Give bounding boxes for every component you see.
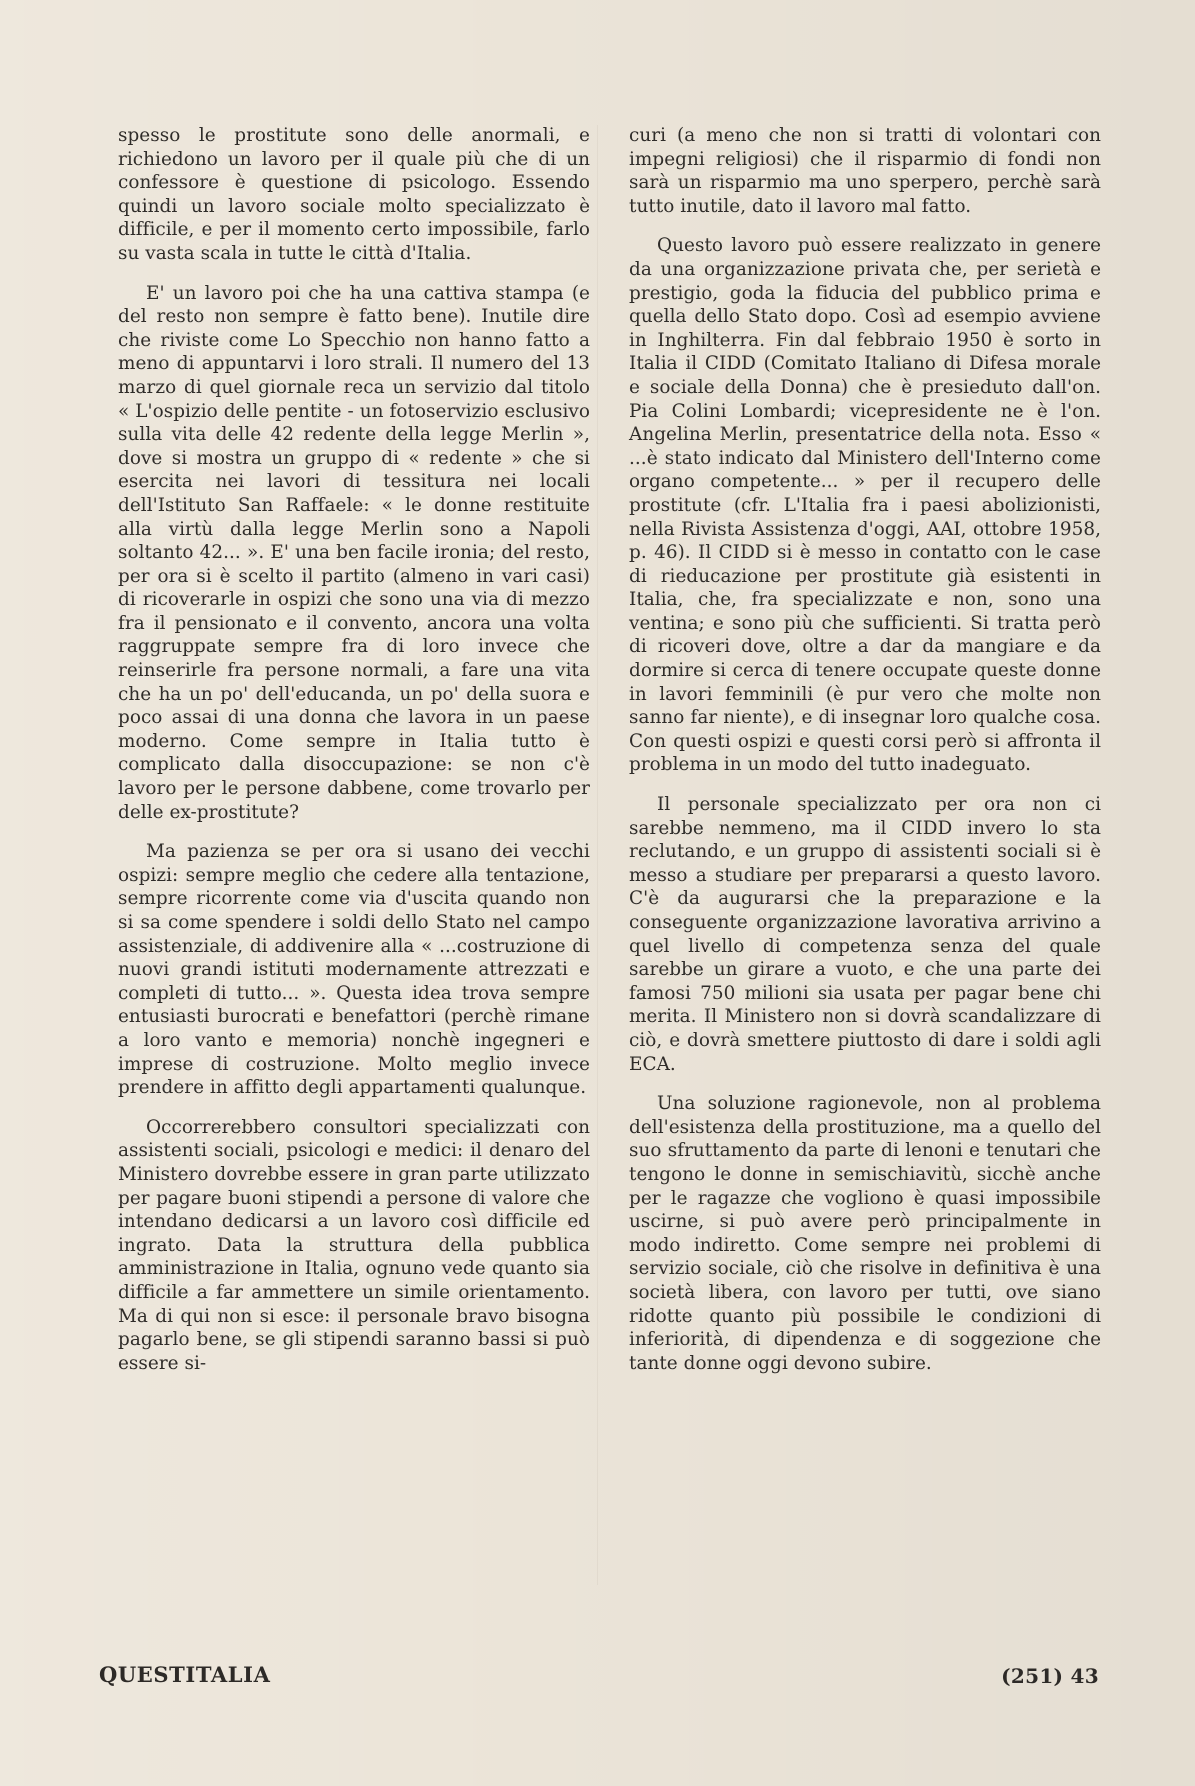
column-divider xyxy=(597,125,598,1585)
right-paragraph-3: Il personale specializzato per ora non ci sarebbe nemmeno, ma il CIDD invero lo sta reclutando, e un gruppo di assistenti sociali si è messo a studiare per prepararsi a questo lavoro. C'è da augurarsi che la preparazione e la conseguente organizzazione lavorativa arrivino a quel livello di competenza senza del quale sarebbe un girare a vuoto, e che una parte dei famosi 750 milioni sia usata per pagar bene chi merita. Il Ministero non si dovrà scandalizzare di ciò, e dovrà smettere piuttosto di dare i soldi agli ECA. xyxy=(629,794,1101,1075)
right-paragraph-1: curi (a meno che non si tratti di volontari con impegni religiosi) che il risparmio di fondi non sarà un risparmio ma uno sperpero, perchè sarà tutto inutile, dato il lavoro mal fatto. xyxy=(629,125,1101,217)
page-number: (251) 43 xyxy=(1001,1664,1099,1688)
right-column xyxy=(629,124,1101,1391)
publication-title: QUESTITALIA xyxy=(99,1662,271,1687)
left-paragraph-3: Ma pazienza se per ora si usano dei vecchi ospizi: sempre meglio che cedere alla tentazione, sempre ricorrente come via d'uscita quando non si sa come spendere i soldi dello Stato nel campo assistenziale, di addivenire alla « ...costruzione di nuovi grandi istituti modernamente attrezzati e completi di tutto... ». Questa idea trova sempre entusiasti burocrati e benefattori (perchè rimane a loro vanto e memoria) nonchè ingegneri e imprese di costruzione. Molto meglio invece prendere in affitto degli appartamenti qualunque. xyxy=(118,841,590,1099)
left-paragraph-4: Occorrerebbero consultori specializzati con assistenti sociali, psicologi e medici: il denaro del Ministero dovrebbe essere in gran parte utilizzato per pagare buoni stipendi a persone di valore che intendano dedicarsi a un lavoro così difficile ed ingrato. Data la struttura della pubblica amministrazione in Italia, ognuno vede quanto sia difficile a far ammettere un simile orientamento. Ma di qui non si esce: il personale bravo bisogna pagarlo bene, se gli stipendi saranno bassi si può essere si- xyxy=(118,1116,590,1374)
left-column xyxy=(118,124,590,1391)
left-paragraph-1: spesso le prostitute sono delle anormali, e richiedono un lavoro per il quale più che di un confessore è questione di psicologo. Essendo quindi un lavoro sociale molto specializzato è difficile, e per il momento certo impossibile, farlo su vasta scala in tutte le città d'Italia. xyxy=(118,125,590,264)
left-paragraph-2: E' un lavoro poi che ha una cattiva stampa (e del resto non sempre è fatto bene). Inutile dire che riviste come Lo Specchio non hanno fatto a meno di appuntarvi i loro strali. Il numero del 13 marzo di quel giornale reca un servizio dal titolo « L'ospizio delle pentite - un fotoservizio esclusivo sulla vita delle 42 redente della legge Merlin », dove si mostra un gruppo di « redente » che si esercita nei lavori di tessitura nei locali dell'Istituto San Raffaele: « le donne restituite alla virtù dalla legge Merlin sono a Napoli soltanto 42... ». E' una ben facile ironia; del resto, per ora si è scelto il partito (almeno in vari casi) di ricoverarle in ospizi che sono una via di mezzo fra il pensionato e il convento, ancora una volta raggruppate sempre fra di loro invece che reinserirle fra persone normali, a fare una vita che ha un po' dell'educanda, un po' della suora e poco assai di una donna che lavora in un paese moderno. Come sempre in Italia tutto è complicato dalla disoccupazione: se non c'è lavoro per le persone dabbene, come trovarlo per delle ex-prostitute? xyxy=(118,282,590,823)
right-paragraph-2: Questo lavoro può essere realizzato in genere da una organizzazione privata che, per serietà e prestigio, goda la fiducia del pubblico prima e quella dello Stato dopo. Così ad esempio avviene in Inghilterra. Fin dal febbraio 1950 è sorto in Italia il CIDD (Comitato Italiano di Difesa morale e sociale della Donna) che è presieduto dall'on. Pia Colini Lombardi; vicepresidente ne è l'on. Angelina Merlin, presentatrice della nota. Esso « ...è stato indicato dal Ministero dell'Interno come organo competente... » per il recupero delle prostitute (cfr. L'Italia fra i paesi abolizionisti, nella Rivista Assistenza d'oggi, AAI, ottobre 1958, p. 46). Il CIDD si è messo in contatto con le case di rieducazione per prostitute già esistenti in Italia, che, fra specializzate e non, sono una ventina; e sono più che sufficienti. Si tratta però di ricoveri dove, oltre a dar da mangiare e da dormire si cerca di tenere occupate queste donne in lavori femminili (è pur vero che molte non sanno far niente), e di insegnar loro qualche cosa. Con questi ospizi e questi corsi però si affronta il problema in un modo del tutto inadeguato. xyxy=(629,235,1101,776)
right-paragraph-4: Una soluzione ragionevole, non al problema dell'esistenza della prostituzione, ma a quello del suo sfruttamento da parte di lenoni e tenutari che tengono le donne in semischiavitù, sicchè anche per le ragazze che vogliono è quasi impossibile uscirne, si può avere però principalmente in modo indiretto. Come sempre nei problemi di servizio sociale, ciò che risolve in definitiva è una società libera, con lavoro per tutti, ove siano ridotte quanto più possibile le condizioni di inferiorità, di dipendenza e di soggezione che tante donne oggi devono subire. xyxy=(629,1093,1101,1374)
